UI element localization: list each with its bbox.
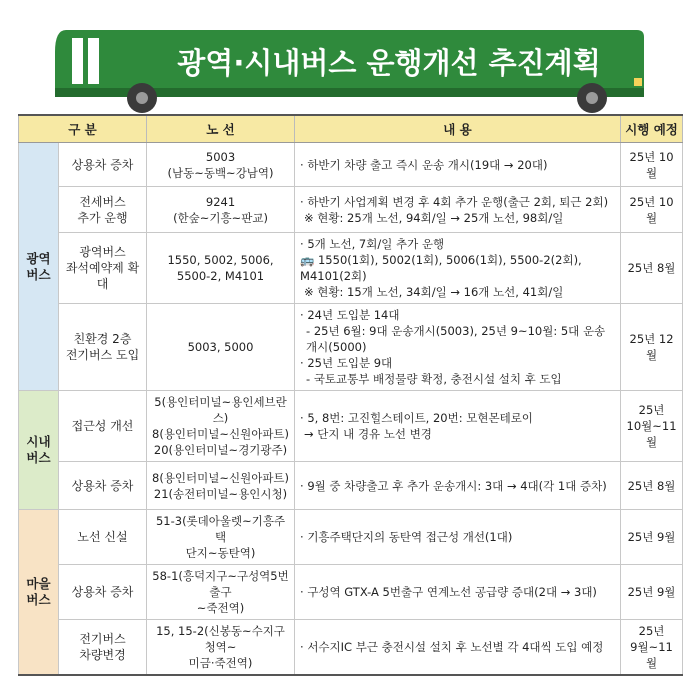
row-route: 5003, 5000: [147, 304, 295, 391]
row-content: [295, 143, 621, 187]
row-date: 25년 9월~11월: [621, 620, 683, 676]
row-route: 51-3(롯데아울렛~기흥주택 단지~동탄역): [147, 510, 295, 565]
row-date: 25년 10월: [621, 187, 683, 233]
row-item: 상용차 증차: [59, 565, 147, 620]
row-date: 25년 10월~11월: [621, 391, 683, 462]
content-line: · 9월 중 차량출고 후 추가 운송개시: 3대 → 4대(각 1대 증차): [300, 478, 607, 493]
row-content: [295, 510, 621, 565]
plan-table: [18, 114, 683, 676]
table-row: [19, 462, 683, 510]
content-line: 🚌 1550(1회), 5002(1회), 5006(1회), 5500-2(2회), M4101(2회): [300, 253, 582, 283]
content-line: · 5개 노선, 7회/일 추가 운행: [300, 237, 445, 251]
header-content: 내 용: [295, 115, 621, 143]
page-title: 광역·시내버스 운행개선 추진계획: [177, 45, 601, 80]
table-row: [19, 620, 683, 676]
content-line: · 하반기 차량 출고 즉시 운송 개시(19대 → 20대): [300, 157, 548, 172]
category-maeul: 마을 버스: [19, 510, 59, 676]
content-line: · 기흥주택단지의 동탄역 접근성 개선(1대): [300, 530, 513, 544]
row-item: 전세버스 추가 운행: [59, 187, 147, 233]
header-route: 노 선: [147, 115, 295, 143]
row-date: 25년 9월: [621, 510, 683, 565]
row-content: [295, 565, 621, 620]
row-item: 광역버스 좌석예약제 확대: [59, 233, 147, 304]
row-route: 9241 (한숲~기흥~판교): [147, 187, 295, 233]
content-sub-line: - 25년 6월: 9대 운송개시(5003), 25년 9~10월: 5대 운송개시(5000): [306, 324, 606, 354]
row-date: 25년 12월: [621, 304, 683, 391]
row-content: [295, 187, 621, 233]
table-row: [19, 391, 683, 462]
content-sub-line: - 국토교통부 배정물량 확정, 충전시설 설치 후 도입: [306, 372, 562, 386]
row-item: 접근성 개선: [59, 391, 147, 462]
content-note: ※ 현황: 25개 노선, 94회/일 → 25개 노선, 98회/일: [304, 210, 564, 225]
content-line: · 5, 8번: 고진힐스테이트, 20번: 모현몬테로이: [300, 411, 533, 425]
table-row: [19, 187, 683, 233]
row-content: [295, 462, 621, 510]
row-date: 25년 8월: [621, 462, 683, 510]
content-sub-line: → 단지 내 경유 노선 변경: [304, 427, 432, 441]
table-row: [19, 510, 683, 565]
content-line: · 하반기 사업계획 변경 후 4회 추가 운행(출근 2회, 퇴근 2회): [300, 194, 609, 209]
content-line: · 24년 도입분 14대: [300, 308, 400, 322]
content-note: ※ 현황: 15개 노선, 34회/일 → 16개 노선, 41회/일: [304, 285, 564, 299]
row-content: [295, 391, 621, 462]
content-line: · 구성역 GTX-A 5번출구 연계노선 공급량 증대(2대 → 3대): [300, 585, 597, 599]
row-date: 25년 8월: [621, 233, 683, 304]
row-date: 25년 9월: [621, 565, 683, 620]
row-route: 8(용인터미널~신원아파트) 21(송전터미널~용인시청): [147, 462, 295, 510]
header-category: 구 분: [19, 115, 147, 143]
row-item: 상용차 증차: [59, 143, 147, 187]
row-route: 5(용인터미널~용인세브란스) 8(용인터미널~신원아파트) 20(용인터미널~경기광주): [147, 391, 295, 462]
table-row: [19, 304, 683, 391]
category-sinae: 시내 버스: [19, 391, 59, 510]
row-route: 15, 15-2(신봉동~수지구청역~ 미금·죽전역): [147, 620, 295, 676]
row-route: 5003 (남동~동백~강남역): [147, 143, 295, 187]
row-date: 25년 10월: [621, 143, 683, 187]
row-content: [295, 233, 621, 304]
row-item: 상용차 증차: [59, 462, 147, 510]
table-row: [19, 143, 683, 187]
category-gwangyeok: 광역 버스: [19, 143, 59, 391]
header-row: [19, 115, 683, 143]
content-line: · 서수지IC 부근 충전시설 설치 후 노선별 각 4대씩 도입 예정: [300, 640, 604, 654]
row-item: 친환경 2층 전기버스 도입: [59, 304, 147, 391]
table-row: [19, 233, 683, 304]
table-row: [19, 565, 683, 620]
row-item: 전기버스 차량변경: [59, 620, 147, 676]
row-item: 노선 신설: [59, 510, 147, 565]
header-date: 시행 예정: [621, 115, 683, 143]
row-route: 58-1(흥덕지구~구성역5번출구 ~죽전역): [147, 565, 295, 620]
row-content: [295, 620, 621, 676]
row-content: [295, 304, 621, 391]
bus-banner: [52, 22, 652, 112]
row-route: 1550, 5002, 5006, 5500-2, M4101: [147, 233, 295, 304]
content-line: · 25년 도입분 9대: [300, 356, 393, 370]
